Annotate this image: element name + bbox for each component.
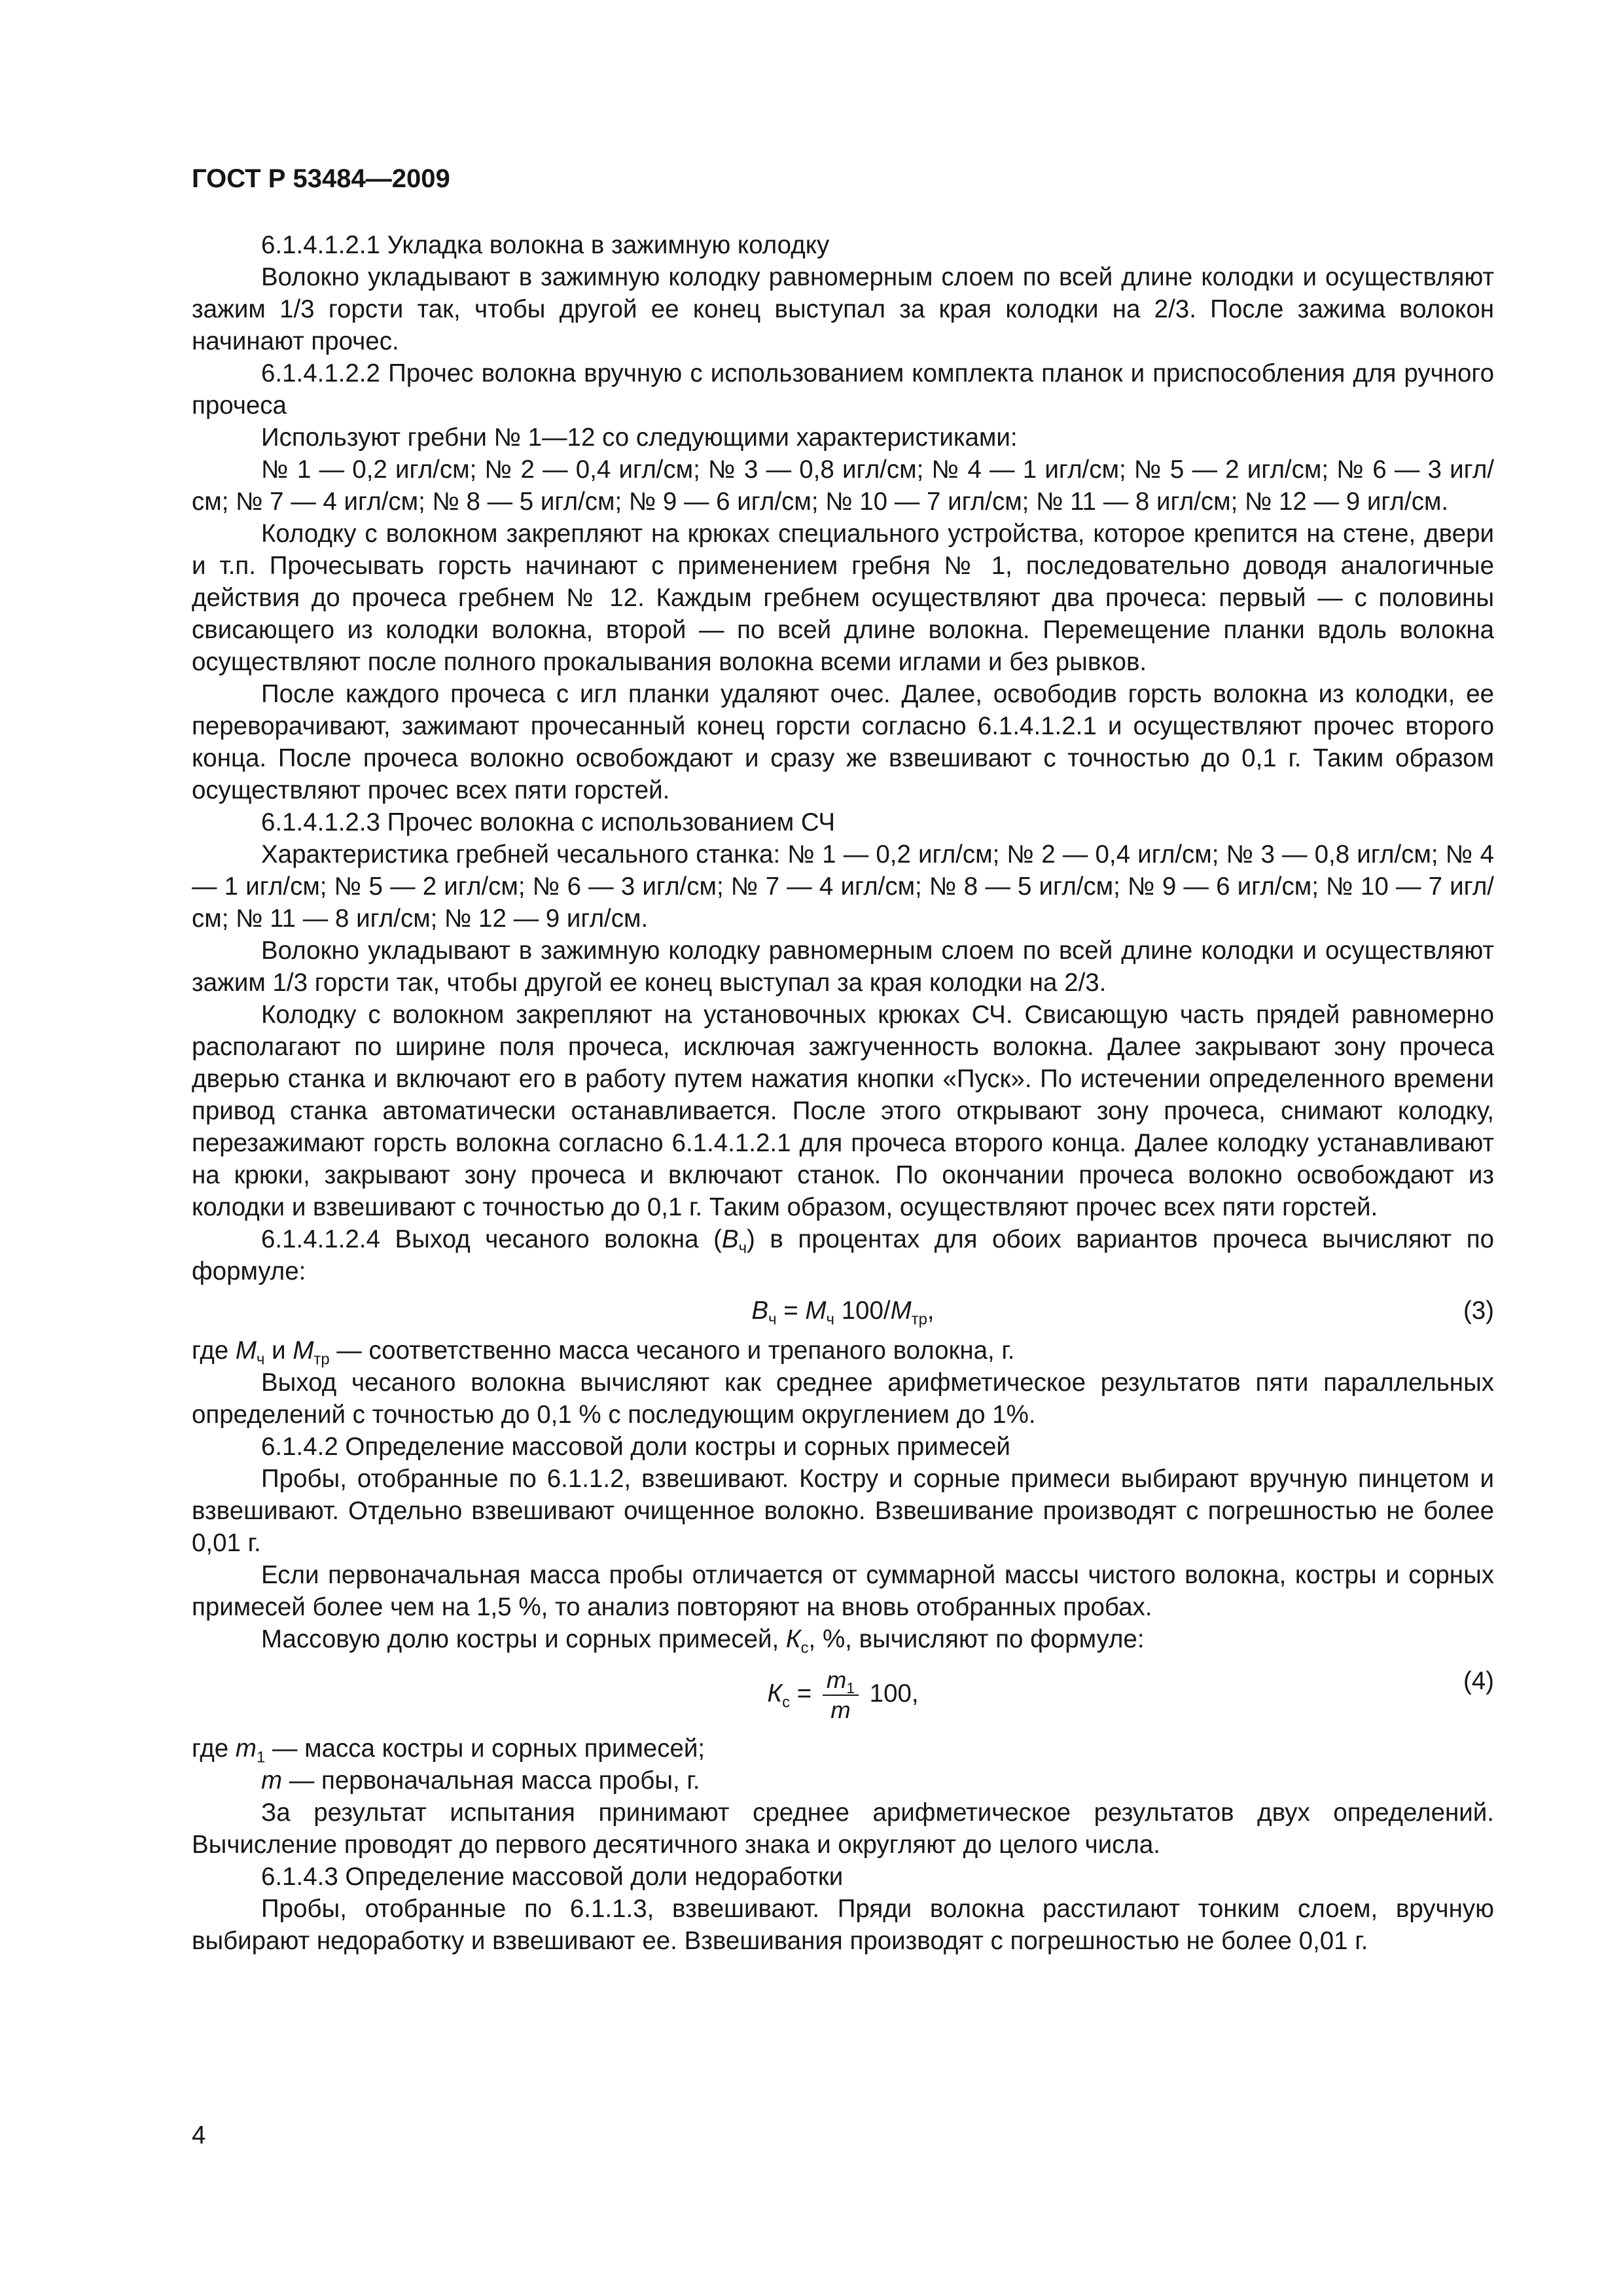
paragraph: Используют гребни № 1—12 со следующими характеристиками:: [261, 423, 1018, 452]
paragraph: Волокно укладывают в зажимную колодку равномерным слоем по всей длине колодки и осуществляют зажим 1/3 горсти так, чтобы другой ее конец выступал за края колодки на 2/3. После зажима волокон начинают прочес.: [192, 263, 1494, 355]
paragraph: После каждого прочеса с игл планки удаляют очес. Далее, освободив горсть волокна из колодки, ее переворачивают, зажимают прочесанный конец горсти согласно 6.1.4.1.2.1 и осуществляют прочес второго конца. После прочеса волокно освобождают и сразу же взвешивают с точностью до 0,1 г. Таким образом осуществляют прочес всех пяти горстей.: [192, 680, 1494, 804]
clause-6-1-4-1-2-1-heading: 6.1.4.1.2.1 Укладка волокна в зажимную колодку: [261, 231, 830, 259]
formula-3-where: где $М_ч$ и $М_{тр}$ — соответственно масса чесаного и трепаного волокна, г.: [192, 1336, 1015, 1369]
formula-4: [192, 1655, 1494, 1732]
paragraph: Колодку с волокном закрепляют на установочных крюках СЧ. Свисающую часть прядей равномерно располагают по ширине поля прочеса, исключая зажгученность волокна. Далее закрывают зону прочеса дверью станка и включают его в работу путем нажатия кнопки «Пуск». По истечении определенного времени привод станка автоматически останавливается. После этого открывают зону прочеса, снимают колодку, перезажимают горсть волокна согласно 6.1.4.1.2.1 для прочеса второго конца. Далее колодку устанавливают на крюки, закрывают зону прочеса и включают станок. По окончании прочеса волокно освобождают из колодки и взвешивают с точностью до 0,1 г. Таким образом, осуществляют прочес всех пяти горстей.: [192, 1001, 1494, 1221]
paragraph: За результат испытания принимают среднее арифметическое результатов двух определений. Вычисление проводят до первого десятичного знака и округляют до целого числа.: [192, 1799, 1494, 1859]
formula-3: [192, 1287, 1494, 1335]
paragraph: Колодку с волокном закрепляют на крюках специального устройства, которое крепится на стене, двери и т.п. Прочесывать горсть начинают с применением гребня № 1, последовательно доводя аналогичные действия до прочеса гребнем № 12. Каждым гребнем осуществляют два прочеса: первый — с половины свисающего из колодки волокна, второй — по всей длине волокна. Перемещение планки вдоль волокна осуществляют после полного прокалывания волокна всеми иглами и без рывков.: [192, 520, 1494, 676]
body-text: [192, 229, 1494, 1957]
formula-3-number: (3): [1463, 1297, 1494, 1325]
paragraph: Пробы, отобранные по 6.1.1.2, взвешивают. Костру и сорные примеси выбирают вручную пинцетом и взвешивают. Отдельно взвешивают очищенное волокно. Взвешивание производят с погрешностью не более 0,01 г.: [192, 1465, 1494, 1557]
paragraph: Массовую долю костры и сорных примесей, $К_с$, %, вычисляют по формуле:: [261, 1625, 1145, 1657]
paragraph: Характеристика гребней чесального станка: № 1 — 0,2 игл/см; № 2 — 0,4 игл/см; № 3 — 0,8 игл/см; № 4 — 1 игл/см; № 5 — 2 игл/см; № 6 — 3 игл/см; № 7 — 4 игл/см; № 8 — 5 игл/см; № 9 — 6 игл/см; № 10 — 7 игл/см; № 11 — 8 игл/см; № 12 — 9 игл/см.: [192, 840, 1494, 933]
formula-3-expression: $В_ч = М_ч$ $100/М_{тр}$,: [751, 1297, 935, 1329]
formula-4-fraction: $\frac{m_1}{m}$: [823, 1666, 859, 1725]
formula-4-where-2: m — первоначальная масса пробы, г.: [261, 1767, 700, 1795]
paragraph: Выход чесаного волокна вычисляют как среднее арифметическое результатов пяти параллельных определений с точностью до 0,1 % с последующим округлением до 1%.: [192, 1369, 1494, 1429]
clause-6-1-4-1-2-3-heading: 6.1.4.1.2.3 Прочес волокна с использованием СЧ: [261, 808, 836, 836]
paragraph: Пробы, отобранные по 6.1.1.3, взвешивают. Пряди волокна расстилают тонким слоем, вручную выбирают недоработку и взвешивают ее. Взвешивания производят с погрешностью не более 0,01 г.: [192, 1895, 1494, 1955]
paragraph: Волокно укладывают в зажимную колодку равномерным слоем по всей длине колодки и осуществляют зажим 1/3 горсти так, чтобы другой ее конец выступал за края колодки на 2/3.: [192, 937, 1494, 997]
page-number: 4: [192, 2121, 206, 2149]
formula-4-expression: $К_с$ = $\frac{m_1}{m}$ 100,: [767, 1666, 919, 1723]
clause-6-1-4-3-heading: 6.1.4.3 Определение массовой доли недоработки: [261, 1863, 844, 1891]
clause-6-1-4-2-heading: 6.1.4.2 Определение массовой доли костры и сорных примесей: [261, 1433, 1010, 1461]
comb-list: № 1 — 0,2 игл/см; № 2 — 0,4 игл/см; № 3 — 0,8 игл/см; № 4 — 1 игл/см; № 5 — 2 игл/см; № 6 — 3 игл/см; № 7 — 4 игл/см; № 8 — 5 игл/см; № 9 — 6 игл/см; № 10 — 7 игл/см; № 11 — 8 игл/см; № 12 — 9 игл/см.: [192, 456, 1494, 516]
formula-4-where-1: где $m_1$ — масса костры и сорных примесей;: [192, 1734, 705, 1767]
clause-6-1-4-1-2-4: 6.1.4.1.2.4 Выход чесаного волокна $(В_ч)$ в процентах для обоих вариантов прочеса вычисляют по формуле:: [192, 1225, 1494, 1285]
clause-6-1-4-1-2-2-heading: 6.1.4.1.2.2 Прочес волокна вручную с использованием комплекта планок и приспособления для ручного прочеса: [192, 359, 1494, 420]
standard-designation: ГОСТ Р 53484—2009: [192, 164, 450, 193]
formula-4-number: (4): [1463, 1667, 1494, 1695]
paragraph: Если первоначальная масса пробы отличается от суммарной массы чистого волокна, костры и сорных примесей более чем на 1,5 %, то анализ повторяют на вновь отобранных пробах.: [192, 1561, 1494, 1621]
